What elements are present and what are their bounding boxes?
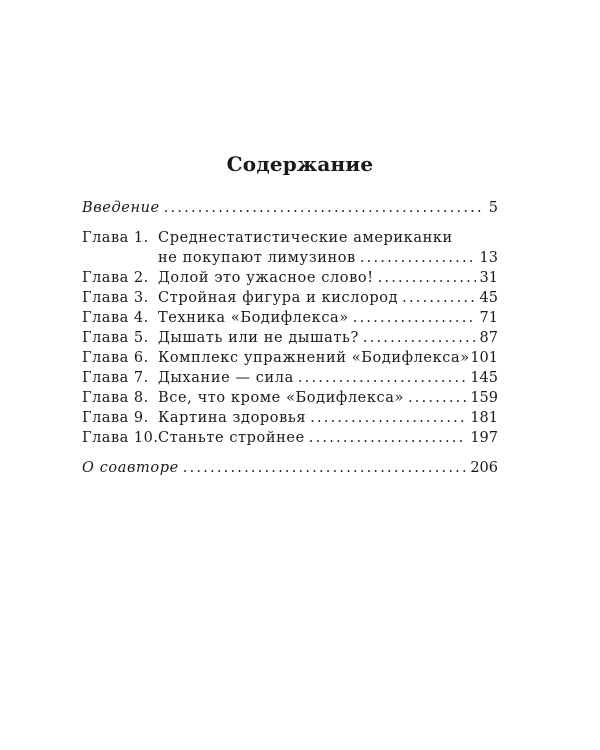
toc-page-number: 101 xyxy=(470,350,498,366)
toc-entry-title-line-1: Среднестатистические американки xyxy=(158,230,453,246)
toc-entry-title: Станьте стройнее xyxy=(158,430,305,446)
toc-page-number: 71 xyxy=(479,310,498,326)
toc-page-number: 5 xyxy=(488,200,498,216)
chapter-number: Глава 1. xyxy=(82,230,149,246)
toc-page-number: 159 xyxy=(470,390,498,406)
toc-entry-chapter-3[interactable] xyxy=(82,288,498,308)
toc-entry-introduction[interactable] xyxy=(82,198,498,218)
toc-page-number: 197 xyxy=(470,430,498,446)
dot-leader xyxy=(353,308,476,328)
toc-entry-chapter-6[interactable] xyxy=(82,348,498,368)
toc-entry-chapter-2[interactable] xyxy=(82,268,498,288)
dot-leader xyxy=(298,368,466,388)
toc-page-number: 87 xyxy=(479,330,498,346)
chapter-number: Глава 8. xyxy=(82,390,149,406)
toc-page-number: 145 xyxy=(470,370,498,386)
chapter-number: Глава 10. xyxy=(82,430,159,446)
chapter-number: Глава 5. xyxy=(82,330,149,346)
toc-entry-title: Все, что кроме «Бодифлекса» xyxy=(158,390,404,406)
toc-page-number: 45 xyxy=(479,290,498,306)
toc-page-number: 31 xyxy=(479,270,498,286)
toc-entry-chapter-9[interactable] xyxy=(82,408,498,428)
toc-entry-chapter-5[interactable] xyxy=(82,328,498,348)
toc-entry-title-line-2: не покупают лимузинов xyxy=(158,250,356,266)
toc-entry-title: О соавторе xyxy=(82,460,179,476)
chapter-number: Глава 9. xyxy=(82,410,149,426)
toc-entry-chapter-1[interactable] xyxy=(82,228,498,268)
toc-entry-title: Техника «Бодифлекса» xyxy=(158,310,349,326)
toc-entry-title: Долой это ужасное слово! xyxy=(158,270,374,286)
table-of-contents xyxy=(82,198,498,478)
chapter-number: Глава 7. xyxy=(82,370,149,386)
chapter-number: Глава 4. xyxy=(82,310,149,326)
toc-entry-chapter-7[interactable] xyxy=(82,368,498,388)
toc-page-number: 13 xyxy=(479,250,498,266)
dot-leader xyxy=(402,288,475,308)
toc-entry-title: Дыхание — сила xyxy=(158,370,294,386)
dot-leader xyxy=(378,268,476,288)
chapter-number: Глава 2. xyxy=(82,270,149,286)
dot-leader xyxy=(363,328,476,348)
dot-leader xyxy=(310,408,466,428)
toc-entry-title: Введение xyxy=(82,200,160,216)
toc-entry-chapter-10[interactable] xyxy=(82,428,498,448)
dot-leader xyxy=(360,248,476,268)
toc-page-number: 206 xyxy=(470,460,498,476)
toc-entry-title: Дышать или не дышать? xyxy=(158,330,359,346)
toc-entry-title: Комплекс упражнений «Бодифлекса» xyxy=(158,350,470,366)
toc-entry-title: Стройная фигура и кислород xyxy=(158,290,399,306)
chapter-number: Глава 3. xyxy=(82,290,149,306)
toc-entry-chapter-8[interactable] xyxy=(82,388,498,408)
dot-leader xyxy=(408,388,466,408)
toc-entry-title: Картина здоровья xyxy=(158,410,307,426)
dot-leader xyxy=(309,428,467,448)
toc-page-number: 181 xyxy=(470,410,498,426)
page-title: Содержание xyxy=(226,152,374,176)
toc-entry-chapter-4[interactable] xyxy=(82,308,498,328)
chapter-number: Глава 6. xyxy=(82,350,149,366)
dot-leader xyxy=(164,198,484,218)
toc-entry-coauthor[interactable] xyxy=(82,458,498,478)
dot-leader xyxy=(183,458,467,478)
